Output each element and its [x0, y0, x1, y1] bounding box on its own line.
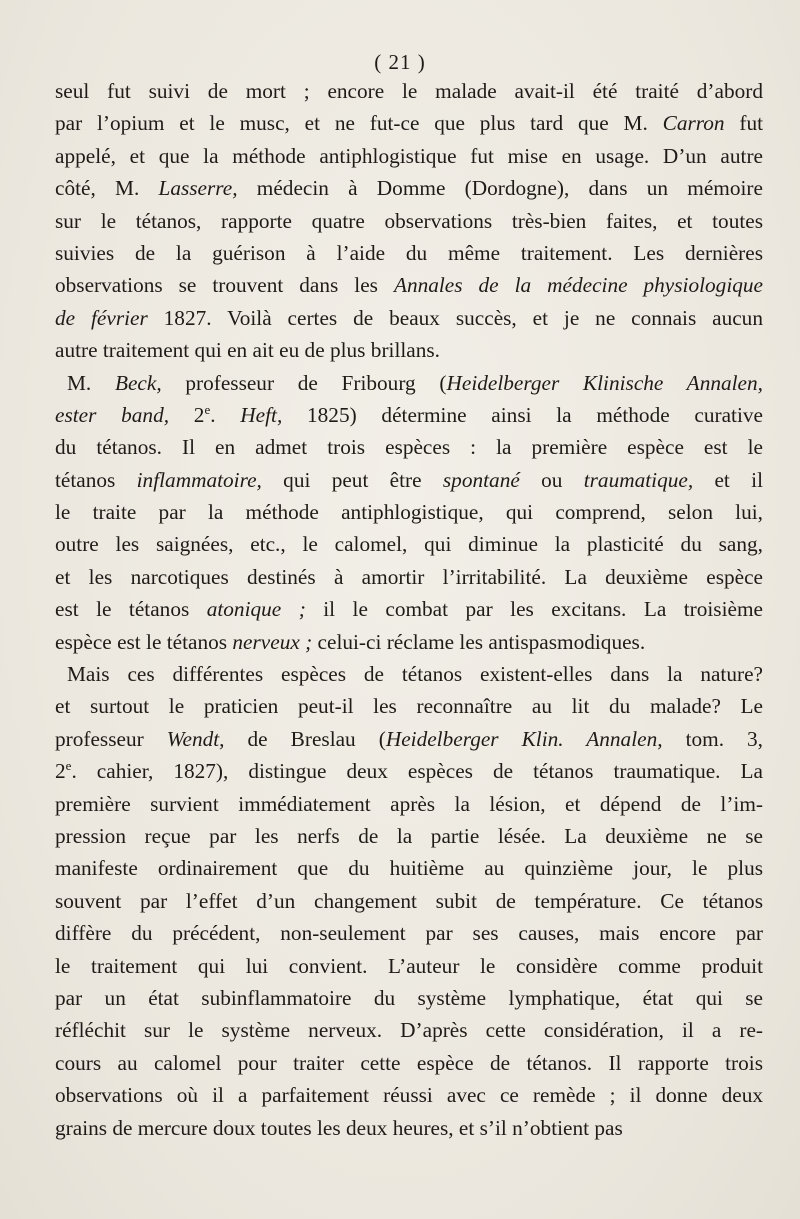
body-text	[55, 75, 763, 1144]
text-segment: qui peut être	[261, 467, 443, 492]
text-line	[55, 107, 763, 139]
italic-segment: Lasserre,	[158, 176, 238, 201]
text-segment: outre les saignées, etc., le calomel, qui diminue la plasticité du sang,	[55, 532, 763, 557]
text-segment: .	[210, 402, 241, 427]
text-segment: professeur	[55, 726, 167, 751]
text-segment: et les narcotiques destinés à amortir l’irritabilité. La deuxième espèce	[55, 564, 763, 589]
text-segment: e	[65, 758, 72, 774]
text-segment: tom. 3,	[662, 726, 764, 751]
text-segment: réfléchit sur le système nerveux. D’après cette considération, il a re-	[55, 1018, 763, 1043]
text-segment: manifeste ordinairement que du huitième au quinzième jour, le plus	[55, 856, 763, 881]
text-line	[55, 367, 763, 399]
text-segment: M.	[67, 370, 115, 395]
text-line	[55, 917, 763, 949]
text-segment: e	[204, 401, 211, 417]
text-line	[55, 852, 763, 884]
italic-segment: Annales de la médecine physiologique	[393, 273, 763, 298]
text-segment: 1825) détermine ainsi la méthode curative	[282, 402, 763, 427]
text-segment: fut	[724, 111, 764, 136]
text-segment: autre traitement qui en ait eu de plus brillans.	[55, 338, 440, 363]
text-line	[55, 205, 763, 237]
text-segment: tétanos	[55, 467, 137, 492]
italic-segment: atonique ;	[206, 597, 306, 622]
text-segment: diffère du précédent, non-seulement par ses causes, mais encore par	[55, 921, 763, 946]
text-line	[55, 593, 763, 625]
text-line	[55, 302, 763, 334]
text-segment: côté, M.	[55, 176, 159, 201]
text-segment: Mais ces différentes espèces de tétanos existent-elles dans la nature?	[67, 662, 763, 687]
text-segment: appelé, et que la méthode antiphlogistique fut mise en usage. D’un autre	[55, 143, 763, 168]
text-segment: il le combat par les excitans. La troisième	[305, 597, 763, 622]
text-segment: de Breslau (	[224, 726, 386, 751]
italic-segment: ester band,	[55, 402, 170, 427]
italic-segment: nerveux ;	[232, 629, 313, 654]
text-segment: 2	[169, 402, 205, 427]
text-line	[55, 528, 763, 560]
text-line	[55, 1079, 763, 1111]
text-segment: professeur de Fribourg (	[161, 370, 447, 395]
text-segment: 2	[55, 759, 66, 784]
text-line	[55, 237, 763, 269]
text-segment: suivies de la guérison à l’aide du même traitement. Les dernières	[55, 240, 763, 265]
text-segment: le traitement qui lui convient. L’auteur le considère comme produit	[55, 953, 763, 978]
italic-segment: traumatique,	[583, 467, 694, 492]
text-segment: celui-ci réclame les antispasmodiques.	[312, 629, 646, 654]
text-line	[55, 561, 763, 593]
text-line	[55, 885, 763, 917]
text-segment: sur le tétanos, rapporte quatre observations très-bien faites, et toutes	[55, 208, 763, 233]
text-line	[55, 140, 763, 172]
text-line	[55, 334, 763, 366]
text-segment: du tétanos. Il en admet trois espèces : la première espèce est le	[55, 435, 763, 460]
text-line	[55, 690, 763, 722]
text-line	[55, 431, 763, 463]
text-segment: le traite par la méthode antiphlogistique, qui comprend, selon lui,	[55, 500, 763, 525]
italic-segment: Heidelberger Klin. Annalen,	[385, 726, 663, 751]
text-line	[55, 464, 763, 496]
text-segment: ou	[519, 467, 584, 492]
page-number: ( 21 )	[374, 50, 426, 74]
text-segment: médecin à Domme (Dordogne), dans un mémoire	[237, 176, 763, 201]
text-segment: 1827. Voilà certes de beaux succès, et je ne connais aucun	[147, 305, 763, 330]
text-line	[55, 1014, 763, 1046]
text-line	[55, 626, 763, 658]
italic-segment: inflammatoire,	[136, 467, 262, 492]
text-line	[55, 723, 763, 755]
italic-segment: Wendt,	[166, 726, 225, 751]
text-segment: cours au calomel pour traiter cette espèce de tétanos. Il rapporte trois	[55, 1050, 763, 1075]
text-segment: . cahier, 1827), distingue deux espèces de tétanos traumatique. La	[71, 759, 763, 784]
italic-segment: de février	[55, 305, 148, 330]
text-line	[55, 269, 763, 301]
text-segment: est le tétanos	[55, 597, 207, 622]
text-line	[55, 658, 763, 690]
text-segment: seul fut suivi de mort ; encore le malade avait-il été traité d’abord	[55, 79, 763, 103]
text-line	[55, 950, 763, 982]
text-segment: souvent par l’effet d’un changement subit de température. Ce tétanos	[55, 888, 763, 913]
text-segment: pression reçue par les nerfs de la partie lésée. La deuxième ne se	[55, 823, 763, 848]
text-segment: grains de mercure doux toutes les deux heures, et s’il n’obtient pas	[55, 1115, 623, 1140]
text-line	[55, 788, 763, 820]
text-segment: observations se trouvent dans les	[55, 273, 394, 298]
text-line	[55, 1112, 763, 1144]
italic-segment: Carron	[662, 111, 725, 136]
italic-segment: Beck,	[114, 370, 162, 395]
italic-segment: Heft,	[240, 402, 283, 427]
text-line	[55, 399, 763, 431]
italic-segment: Heidelberger Klinische Annalen,	[446, 370, 763, 395]
text-line	[55, 1047, 763, 1079]
text-segment: espèce est le tétanos	[55, 629, 233, 654]
text-line	[55, 982, 763, 1014]
text-segment: par l’opium et le musc, et ne fut-ce que plus tard que M.	[55, 111, 663, 136]
text-line	[55, 820, 763, 852]
text-segment: et il	[693, 467, 763, 492]
italic-segment: spontané	[442, 467, 520, 492]
text-line	[55, 496, 763, 528]
text-segment: par un état subinflammatoire du système lymphatique, état qui se	[55, 985, 763, 1010]
text-line	[55, 755, 763, 787]
text-line	[55, 75, 763, 107]
text-segment: et surtout le praticien peut-il les reconnaître au lit du malade? Le	[55, 694, 763, 719]
text-segment: observations où il a parfaitement réussi avec ce remède ; il donne deux	[55, 1083, 763, 1108]
text-line	[55, 172, 763, 204]
text-segment: première survient immédiatement après la lésion, et dépend de l’im-	[55, 791, 763, 816]
